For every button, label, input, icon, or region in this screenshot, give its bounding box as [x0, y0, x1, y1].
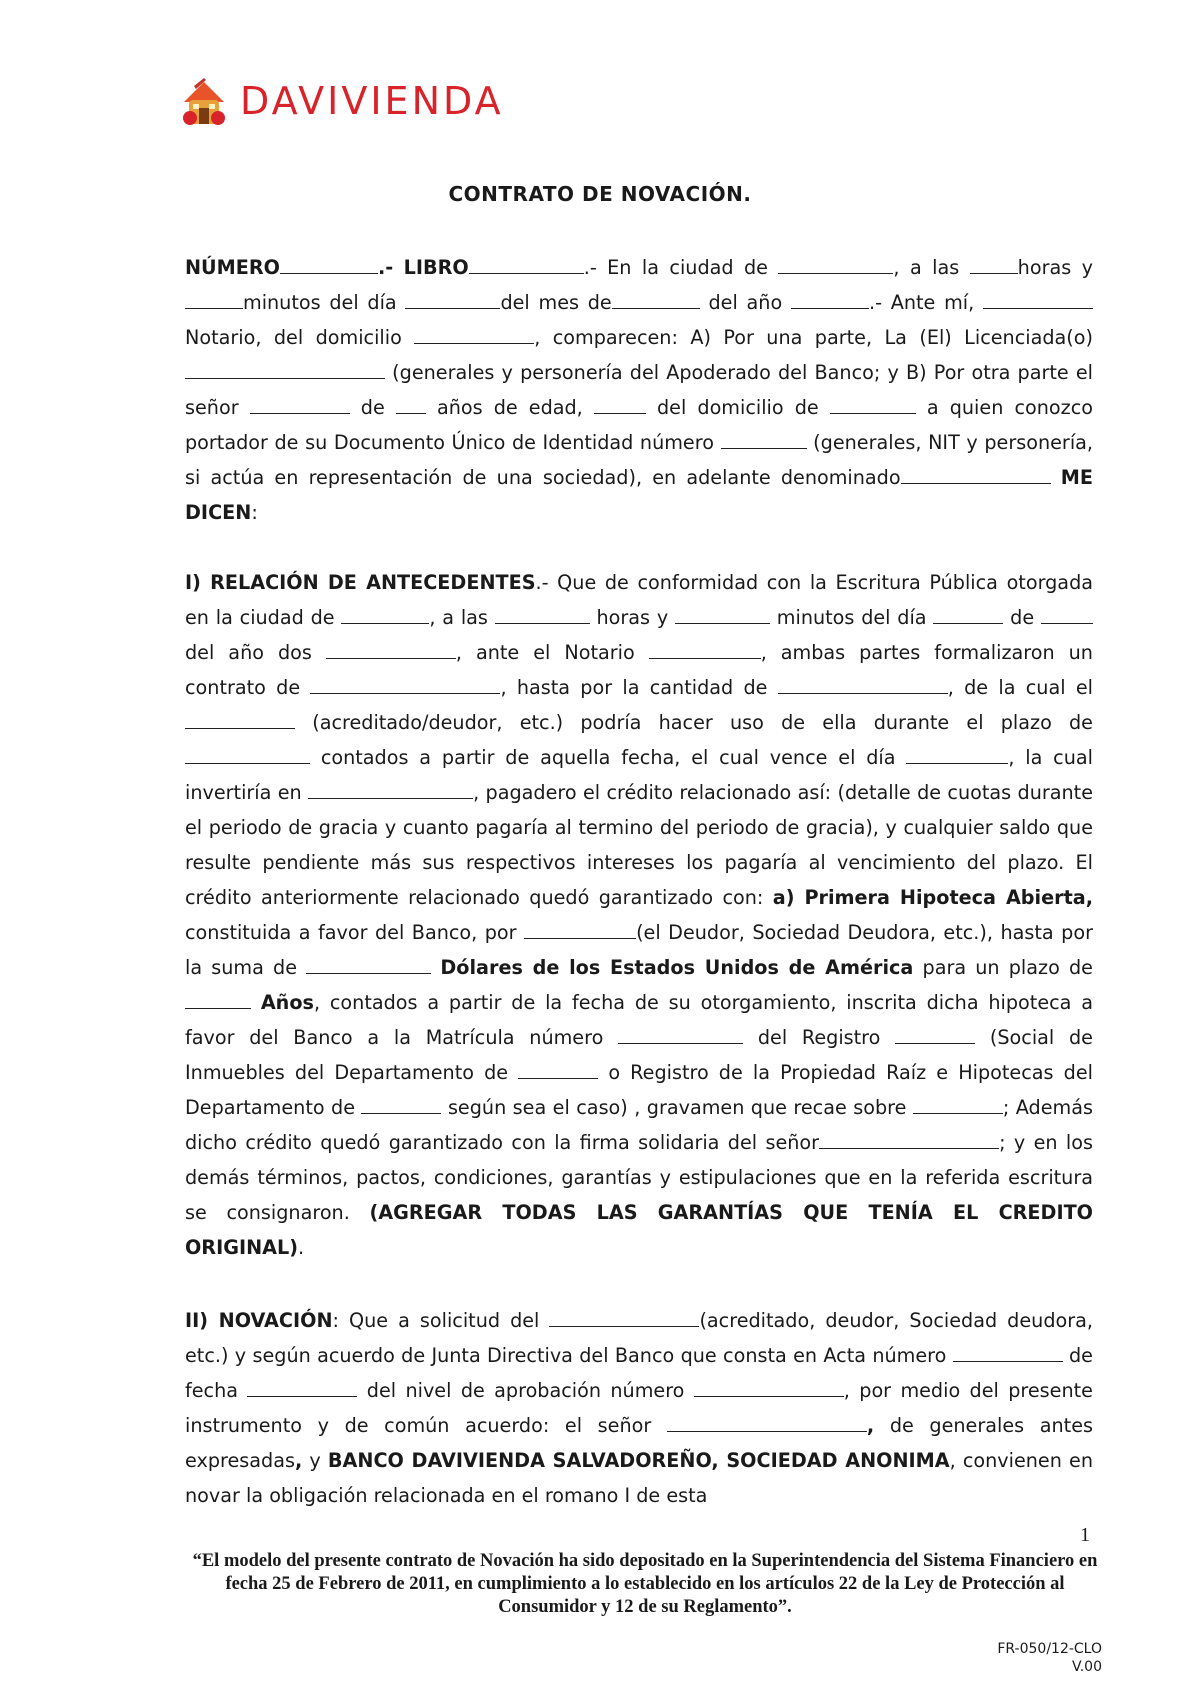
blank-field[interactable]	[694, 1378, 844, 1397]
form-code-block	[960, 1640, 1102, 1676]
blank-field[interactable]	[895, 1025, 975, 1044]
label-numero: NÚMERO	[185, 256, 280, 279]
blank-field[interactable]	[594, 395, 646, 414]
blank-field[interactable]	[549, 1308, 699, 1327]
blank-field[interactable]	[326, 640, 456, 659]
page-number: 1	[1080, 1524, 1090, 1546]
blank-field[interactable]	[306, 955, 431, 974]
blank-field[interactable]	[185, 710, 295, 729]
blank-field[interactable]	[791, 290, 869, 309]
blank-field[interactable]	[495, 605, 590, 624]
intro-paragraph: NÚMERO .- LIBRO .- En la ciudad de , a las horas y minutos del día del mes de del año .- Ante mí, Notario, del domicilio , comparecen: A) Por una parte, La (El) Licenciada(o) (generales y personería del Apoderado del Banco; y B) Por otra parte el señor de años de edad, del domicilio de a quien conozco portador de su Documento Único de Identidad número (generales, NIT y personería, si actúa en representación de una sociedad), en adelante denominado ME DICEN:	[185, 256, 1094, 524]
blank-field[interactable]	[913, 1095, 1003, 1114]
blank-field[interactable]	[185, 745, 310, 764]
blank-field[interactable]	[819, 1130, 999, 1149]
blank-field[interactable]	[612, 290, 700, 309]
blank-field[interactable]	[1041, 605, 1093, 624]
antecedentes-section: I) RELACIÓN DE ANTECEDENTES.- Que de conformidad con la Escritura Pública otorgada en la ciudad de , a las horas y minutos del día de del año dos , ante el Notario , ambas partes formalizaron un contrato de , hasta por la cantidad de , de la cual el (acreditado/deudor, etc.) podría hacer uso de ella durante el plazo de contados a partir de aquella fecha, el cual vence el día , la cual invertiría en , pagadero el crédito relacionado así: (detalle de cuotas durante el periodo de gracia y cuanto pagaría al termino del periodo de gracia), y cualquier saldo que resulte pendiente más sus respectivos intereses los pagaría al vencimiento del plazo. El crédito anteriormente relacionado quedó garantizado con: a) Primera Hipoteca Abierta, constituida a favor del Banco, por (el Deudor, Sociedad Deudora, etc.), hasta por la suma de Dólares de los Estados Unidos de América para un plazo de Años, contados a partir de la fecha de su otorgamiento, inscrita dicha hipoteca a favor del Banco a la Matrícula número del Registro (Social de Inmuebles del Departamento de o Registro de la Propiedad Raíz e Hipotecas del Departamento de según sea el caso) , gravamen que recae sobre ; Además dicho crédito quedó garantizado con la firma solidaria del señor ; y en los demás términos, pactos, condiciones, garantías y estipulaciones que en la referida escritura se consignaron. (AGREGAR TODAS LAS GARANTÍAS QUE TENÍA EL CREDITO ORIGINAL).	[185, 571, 1094, 1259]
blank-field[interactable]	[250, 395, 350, 414]
blank-field[interactable]	[396, 395, 426, 414]
blank-field[interactable]	[778, 675, 948, 694]
blank-field[interactable]	[524, 920, 636, 939]
blank-field[interactable]	[901, 465, 1051, 484]
blank-field[interactable]	[933, 605, 1003, 624]
blank-field[interactable]	[280, 255, 378, 274]
blank-field[interactable]	[667, 1413, 867, 1432]
section-heading-antecedentes: I) RELACIÓN DE ANTECEDENTES	[185, 571, 536, 594]
brand-name: DAVIVIENDA	[240, 79, 504, 123]
davivienda-logo	[180, 78, 510, 128]
blank-field[interactable]	[675, 605, 770, 624]
label-dolares: Dólares de los Estados Unidos de América	[440, 956, 914, 979]
blank-field[interactable]	[830, 395, 916, 414]
blank-field[interactable]	[953, 1343, 1063, 1362]
blank-field[interactable]	[310, 675, 500, 694]
label-libro: LIBRO	[403, 256, 469, 279]
blank-field[interactable]	[469, 255, 584, 274]
blank-field[interactable]	[361, 1095, 441, 1114]
blank-field[interactable]	[970, 255, 1018, 274]
footer-note: “El modelo del presente contrato de Novación ha sido depositado en la Superintendencia del Sistema Financiero en fecha 25 de Febrero de 2011, en cumplimiento a lo establecido en los artículos 22 de la Ley de Protección al Consumidor y 12 de su Reglamento”.	[192, 1551, 1098, 1617]
blank-field[interactable]	[308, 780, 473, 799]
label-me-dicen: ME DICEN	[185, 466, 1093, 524]
label-anos: Años	[260, 991, 314, 1014]
blank-field[interactable]	[185, 990, 251, 1009]
novacion-section: II) NOVACIÓN: Que a solicitud del (acreditado, deudor, Sociedad deudora, etc.) y según acuerdo de Junta Directiva del Banco que consta en Acta número de fecha del nivel de aprobación número , por medio del presente instrumento y de común acuerdo: el señor , de generales antes expresadas, y BANCO DAVIVIENDA SALVADOREÑO, SOCIEDAD ANONIMA, convienen en novar la obligación relacionada en el romano I de esta	[185, 1309, 1094, 1507]
blank-field[interactable]	[414, 325, 534, 344]
form-code: FR-050/12-CLO	[997, 1641, 1102, 1657]
blank-field[interactable]	[247, 1378, 357, 1397]
blank-field[interactable]	[185, 360, 385, 379]
section-heading-novacion: II) NOVACIÓN	[185, 1309, 333, 1332]
blank-field[interactable]	[341, 605, 429, 624]
blank-field[interactable]	[185, 290, 243, 309]
document-title: CONTRATO DE NOVACIÓN.	[448, 182, 752, 206]
label-agregar-garantias: (AGREGAR TODAS LAS GARANTÍAS QUE TENÍA EL CREDITO ORIGINAL)	[185, 1201, 1093, 1259]
blank-field[interactable]	[649, 640, 761, 659]
blank-field[interactable]	[518, 1060, 598, 1079]
label-primera-hipoteca: a) Primera Hipoteca Abierta,	[772, 886, 1093, 909]
house-logo-icon	[180, 78, 228, 128]
blank-field[interactable]	[983, 290, 1093, 309]
blank-field[interactable]	[618, 1025, 743, 1044]
form-version: V.00	[1071, 1659, 1102, 1675]
blank-field[interactable]	[405, 290, 500, 309]
label-banco-davivienda: BANCO DAVIVIENDA SALVADOREÑO, SOCIEDAD ANONIMA	[327, 1449, 950, 1472]
blank-field[interactable]	[721, 430, 807, 449]
blank-field[interactable]	[906, 745, 1008, 764]
blank-field[interactable]	[778, 255, 893, 274]
